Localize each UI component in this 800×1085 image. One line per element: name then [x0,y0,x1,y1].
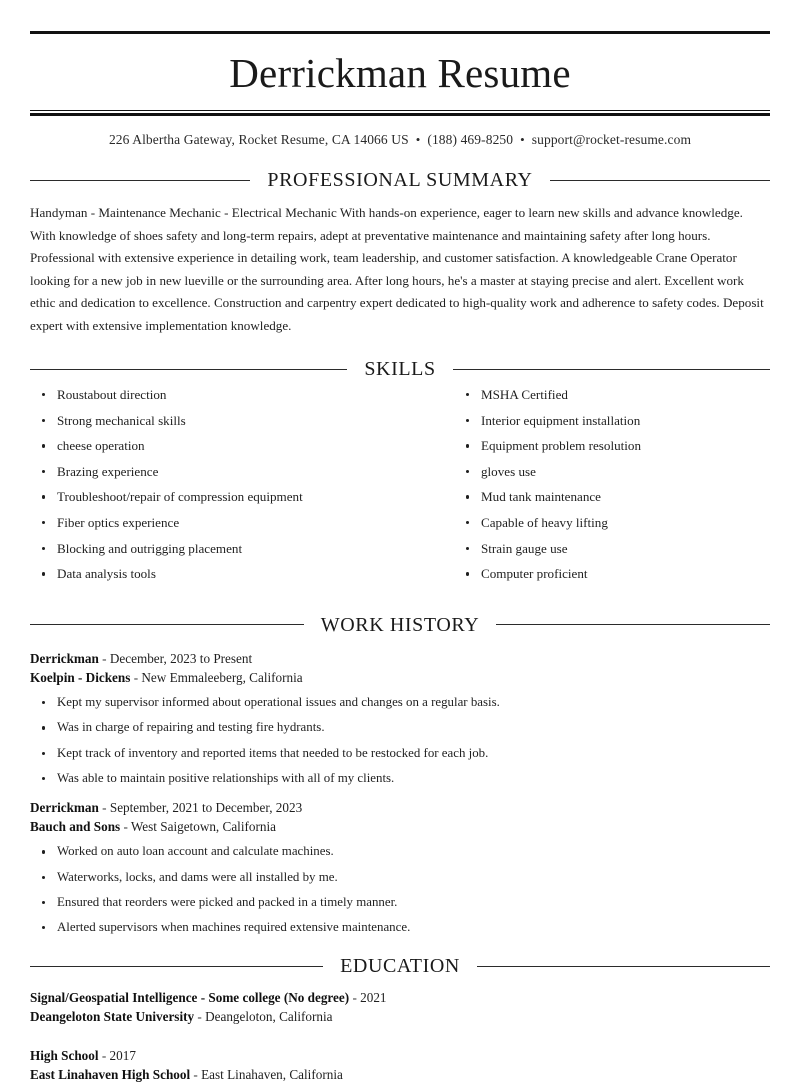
section-title-skills: SKILLS [364,358,436,381]
skills-column-left [30,388,400,593]
work-dates: September, 2021 to December, 2023 [109,799,303,815]
list-item: Blocking and outrigging placement [30,542,400,555]
list-item: cheese operation [30,439,400,452]
education-degree-line [30,988,770,1007]
work-company: Koelpin - Dickens [30,669,131,685]
skills-list-left [30,388,400,580]
page-title: Derrickman Resume [229,50,571,96]
list-item: Interior equipment installation [454,414,770,427]
section-header-skills [30,359,770,379]
contact-line [30,116,770,148]
list-item: MSHA Certified [454,388,770,401]
section-rule-left [30,369,347,370]
separator-dash: - [349,990,361,1005]
list-item: Was able to maintain positive relationships with all of my clients. [30,772,770,785]
contact-separator-2: • [520,132,525,147]
education-school: East Linahaven High School [30,1067,191,1083]
section-title-education: EDUCATION [340,955,460,977]
list-item: Equipment problem resolution [454,439,770,452]
contact-separator-1: • [415,132,421,147]
work-entry [30,649,770,785]
education-degree: Signal/Geospatial Intelligence - Some college (No degree) [30,990,350,1005]
separator-dash: - [120,819,131,835]
section-title-summary: PROFESSIONAL SUMMARY [267,169,533,191]
section-header-education [30,956,770,976]
section-header-summary [30,170,770,190]
separator-dash: - [130,669,142,685]
separator-dash: - [190,1067,202,1083]
education-degree-line [30,1046,770,1065]
list-item: Computer proficient [454,567,770,580]
education-location: Deangeloton, California [205,1009,333,1025]
work-location: West Saigetown, California [130,819,276,835]
list-item: Kept track of inventory and reported items that needed to be restocked for each job. [30,747,770,760]
work-company: Bauch and Sons [30,819,121,835]
list-item: Worked on auto loan account and calculate machines. [30,845,770,858]
work-entry-title-line [30,649,770,668]
list-item: Data analysis tools [30,567,400,580]
education-degree: High School [30,1048,99,1064]
list-item: Fiber optics experience [30,516,400,529]
separator-dash: - [98,799,110,815]
work-job-title: Derrickman [30,799,99,815]
work-bullets-list [30,696,770,785]
work-bullets-list [30,845,770,934]
list-item: Roustabout direction [30,388,400,401]
list-item: Mud tank maintenance [454,490,770,503]
contact-phone[interactable]: (188) 469-8250 [427,132,514,147]
section-rule-right [496,624,770,625]
education-entry [30,988,770,1026]
list-item: Strong mechanical skills [30,414,400,427]
contact-address: 226 Albertha Gateway, Rocket Resume, CA 14066 US [108,132,409,147]
education-year: 2021 [360,990,387,1005]
list-item: Kept my supervisor informed about operational issues and changes on a regular basis. [30,696,770,709]
education-location: East Linahaven, California [201,1067,343,1083]
education-entry [30,1046,770,1084]
work-location: New Emmaleeberg, California [141,669,303,685]
skills-list-right [454,388,770,580]
education-school-line [30,1007,770,1026]
section-rule-right [453,369,770,370]
section-title-work-history: WORK HISTORY [320,613,480,636]
skills-column-right [400,388,770,593]
work-entry-company-line [30,817,770,836]
list-item: Waterworks, locks, and dams were all installed by me. [30,871,770,884]
section-rule-left [30,624,304,625]
education-school-line [30,1065,770,1084]
section-rule-left [30,180,250,181]
contact-email[interactable]: support@rocket-resume.com [531,132,692,147]
separator-dash: - [98,1048,110,1064]
separator-dash: - [98,650,110,666]
section-rule-left [30,966,323,967]
section-header-work-history [30,615,770,635]
education-year: 2017 [109,1048,136,1064]
list-item: Alerted supervisors when machines required extensive maintenance. [30,921,770,934]
list-item: Capable of heavy lifting [454,516,770,529]
work-dates: December, 2023 to Present [109,650,253,666]
list-item: Strain gauge use [454,542,770,555]
separator-dash: - [194,1009,206,1025]
work-entry-company-line [30,668,770,687]
resume-header [30,31,770,148]
summary-text: Handyman - Maintenance Mechanic - Electrical Mechanic With hands-on experience, eager to learn new skills and advance knowledge. With knowledge of shoes safety and long-term repairs, adept at preventative maintenance and maintaining safety after long hours. Professional with extensive experience in detailing work, team leadership, and customer satisfaction. A knowledgeable Crane Operator looking for a new job in new lueville or the surrounding area. After long hours, he's a master at staying precise and alert. Excellent work ethic and dedication to excellence. Construction and carpentry expert dedicated to high-quality work and adherence to safety codes. Deposit expert with extensive implementation knowledge. [30,205,764,333]
education-school: Deangeloton State University [30,1009,195,1025]
list-item: Was in charge of repairing and testing fire hydrants. [30,721,770,734]
list-item: gloves use [454,465,770,478]
section-rule-right [477,966,770,967]
section-rule-right [550,180,770,181]
list-item: Brazing experience [30,465,400,478]
skills-columns [30,388,770,593]
list-item: Ensured that reorders were picked and packed in a timely manner. [30,896,770,909]
work-job-title: Derrickman [30,650,99,666]
list-item: Troubleshoot/repair of compression equipment [30,490,400,503]
work-entry [30,798,770,934]
resume-page [0,31,800,1083]
work-entry-title-line [30,798,770,817]
